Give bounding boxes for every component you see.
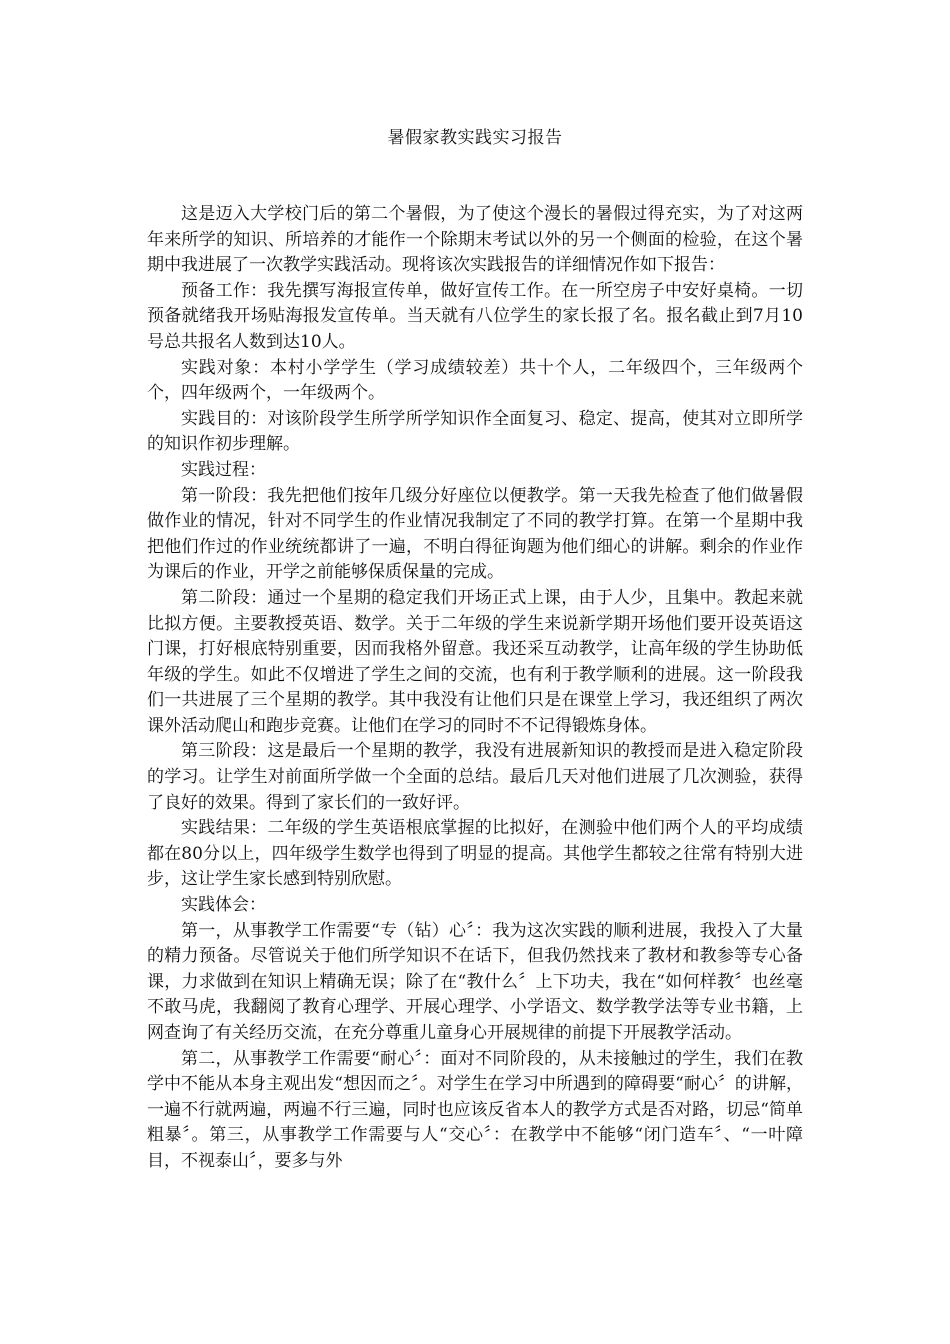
paragraph-reflection-second: 第二，从事教学工作需要“耐心〞：面对不同阶段的，从未接触过的学生，我们在教学中不能从本身主观出发“想因而之〞。对学生在学习中所遇到的障碍要“耐心〞的讲解，一遍不行就两遍，两遍不行三遍，同时也应该反省本人的教学方式是否对路，切忌“简单粗暴〞。第三，从事教学工作需要与人“交心〞：在教学中不能够“闭门造车〞、“一叶障目，不视泰山〞，要多与外	[147, 1048, 803, 1171]
paragraph-intro: 这是迈入大学校门后的第二个暑假，为了使这个漫长的暑假过得充实，为了对这两年来所学的知识、所培养的才能作一个除期末考试以外的另一个侧面的检验，在这个暑期中我进展了一次教学实践活动。现将该次实践报告的详细情况作如下报告：	[147, 204, 803, 276]
document-body	[147, 202, 803, 1175]
paragraph-practice-process-heading: 实践过程：	[181, 459, 266, 480]
paragraph-practice-subjects: 实践对象：本村小学学生（学习成绩较差）共十个人，二年级四个，三年级两个个，四年级两个，一年级两个。	[147, 357, 803, 404]
paragraph-practice-results: 实践结果：二年级的学生英语根底掌握的比拟好，在测验中他们两个人的平均成绩都在80分以上，四年级学生数学也得到了明显的提高。其他学生都较之往常有特别大进步，这让学生家长感到特别欣慰。	[147, 818, 803, 890]
paragraph-stage-three: 第三阶段：这是最后一个星期的教学，我没有进展新知识的教授而是进入稳定阶段的学习。让学生对前面所学做一个全面的总结。最后几天对他们进展了几次测验，获得了良好的效果。得到了家长们的一致好评。	[147, 741, 803, 813]
document-title: 暑假家教实践实习报告	[387, 128, 563, 148]
paragraph-reflection-first: 第一，从事教学工作需要“专（钻）心〞：我为这次实践的顺利进展，我投入了大量的精力预备。尽管说关于他们所学知识不在话下，但我仍然找来了教材和教参等专心备课，力求做到在知识上精确无误；除了在“教什么〞上下功夫，我在“如何样教〞也丝毫不敢马虎，我翻阅了教育心理学、开展心理学、小学语文、数学教学法等专业书籍，上网查询了有关经历交流，在充分尊重儿童身心开展规律的前提下开展教学活动。	[147, 920, 803, 1043]
paragraph-stage-one: 第一阶段：我先把他们按年几级分好座位以便教学。第一天我先检查了他们做暑假做作业的情况，针对不同学生的作业情况我制定了不同的教学打算。在第一个星期中我把他们作过的作业统统都讲了一遍，不明白得征询题为他们细心的讲解。剩余的作业作为课后的作业，开学之前能够保质保量的完成。	[147, 485, 803, 583]
paragraph-practice-purpose: 实践目的：对该阶段学生所学所学知识作全面复习、稳定、提高，使其对立即所学的知识作初步理解。	[147, 408, 803, 455]
paragraph-stage-two: 第二阶段：通过一个星期的稳定我们开场正式上课，由于人少，且集中。教起来就比拟方便。主要教授英语、数学。关于二年级的学生来说新学期开场他们要开设英语这门课，打好根底特别重要，因而我格外留意。我还采互动教学，让高年级的学生协助低年级的学生。如此不仅增进了学生之间的交流，也有利于教学顺利的进展。这一阶段我们一共进展了三个星期的教学。其中我没有让他们只是在课堂上学习，我还组织了两次课外活动爬山和跑步竞赛。让他们在学习的同时不不记得锻炼身体。	[147, 587, 803, 736]
paragraph-practice-reflection-heading: 实践体会：	[181, 895, 266, 916]
paragraph-preparation: 预备工作：我先撰写海报宣传单，做好宣传工作。在一所空房子中安好桌椅。一切预备就绪我开场贴海报发宣传单。当天就有八位学生的家长报了名。报名截止到7月10号总共报名人数到达10人。	[147, 280, 803, 352]
